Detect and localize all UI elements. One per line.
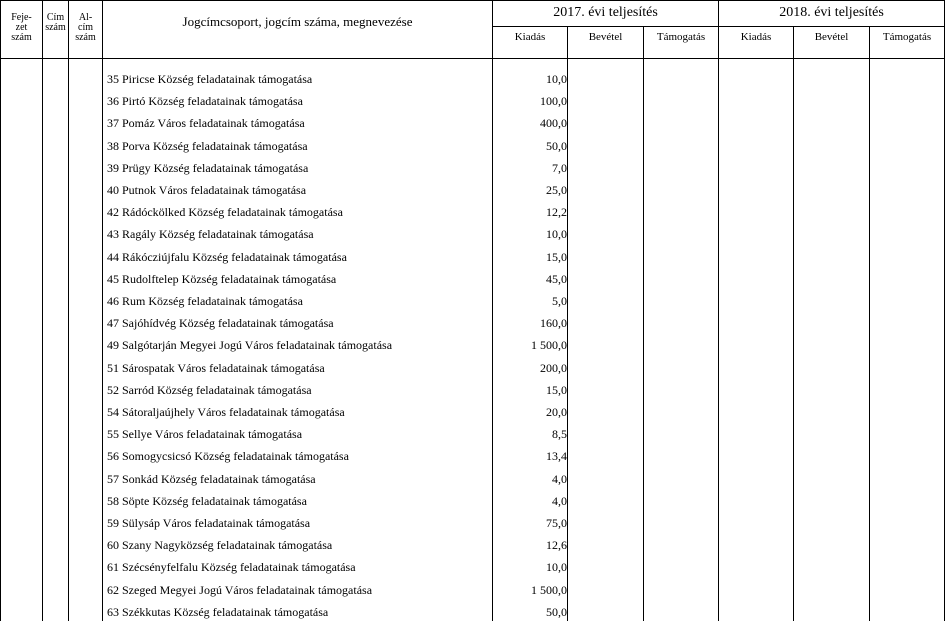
row-kiadas-2017: 200,0: [540, 360, 567, 375]
header-alcim-line2: cím: [78, 22, 93, 33]
row-jogcim-name: 40 Putnok Város feladatainak támogatása: [107, 183, 307, 197]
table-row: [0, 136, 945, 158]
row-kiadas-2017: 4,0: [552, 471, 567, 486]
row-kiadas-2017: 50,0: [546, 604, 567, 619]
row-jogcim-name: 39 Prügy Község feladatainak támogatása: [107, 160, 309, 175]
row-jogcim-name: 61 Szécsényfelfalu Község feladatainak támogatása: [107, 560, 356, 575]
row-jogcim-name: 49 Salgótarján Megyei Jogú Város feladatainak támogatása: [107, 338, 393, 353]
row-jogcim-name: 55 Sellye Város feladatainak támogatása: [107, 427, 303, 442]
table-row: [0, 491, 945, 513]
row-kiadas-2017: 1 500,0: [531, 338, 567, 353]
table-row: [0, 424, 945, 446]
header-tamogatas-2018: Támogatás: [882, 31, 932, 43]
row-kiadas-2017: 20,0: [546, 405, 567, 419]
header-fejezet-line3: szám: [11, 32, 32, 43]
row-jogcim-name: 38 Porva Község feladatainak támogatása: [107, 138, 308, 153]
row-jogcim-name: 37 Pomáz Város feladatainak támogatása: [107, 116, 305, 131]
row-jogcim-name: 45 Rudolftelep Község feladatainak támogatása: [107, 271, 337, 286]
row-kiadas-2017: 15,0: [546, 382, 567, 397]
header-year-2018: 2018. évi teljesítés: [779, 5, 884, 20]
row-kiadas-2017: 50,0: [546, 138, 567, 153]
table-row: [0, 557, 945, 579]
row-kiadas-2017: 1 500,0: [531, 582, 567, 597]
row-jogcim-name: 54 Sátoraljaújhely Város feladatainak támogatása: [107, 405, 345, 419]
header-kiadas-2018: Kiadás: [740, 31, 772, 43]
table-row: [0, 91, 945, 113]
row-jogcim-name: 51 Sárospatak Város feladatainak támogatása: [107, 360, 325, 375]
header-cim-line1: Cím: [46, 12, 65, 23]
header-alcim-szam: [69, 13, 102, 43]
row-jogcim-name: 36 Pirtó Község feladatainak támogatása: [107, 94, 303, 109]
row-kiadas-2017: 10,0: [546, 560, 567, 575]
row-jogcim-name: 43 Ragály Község feladatainak támogatása: [107, 227, 314, 242]
row-kiadas-2017: 12,6: [546, 538, 567, 553]
header-bevetel-2017: Bevétel: [588, 31, 623, 43]
header-top-border: [0, 0, 945, 1]
row-jogcim-name: 47 Sajóhídvég Község feladatainak támogatása: [107, 316, 334, 331]
header-alcim-line1: Al-: [78, 12, 93, 23]
row-kiadas-2017: 4,0: [552, 493, 567, 508]
row-jogcim-name: 42 Rádóckölked Község feladatainak támogatása: [107, 205, 343, 220]
row-jogcim-name: 63 Székkutas Község feladatainak támogatása: [107, 604, 329, 619]
row-kiadas-2017: 15,0: [546, 249, 567, 264]
header-cim-line2: szám: [45, 22, 66, 33]
table-row: [0, 313, 945, 335]
header-year-2017: 2017. évi teljesítés: [553, 5, 658, 20]
table-row: [0, 535, 945, 557]
row-jogcim-name: 44 Rákócziújfalu Község feladatainak támogatása: [107, 249, 347, 264]
row-jogcim-name: 59 Sülysáp Város feladatainak támogatása: [107, 516, 311, 530]
row-kiadas-2017: 45,0: [546, 271, 567, 286]
header-cim-szam: [43, 13, 68, 33]
row-jogcim-name: 60 Szany Nagyközség feladatainak támogatása: [107, 538, 333, 553]
table-row: [0, 202, 945, 224]
table-row: [0, 513, 945, 535]
row-kiadas-2017: 12,2: [546, 205, 567, 220]
row-kiadas-2017: 400,0: [540, 116, 567, 131]
table-row: [0, 602, 945, 624]
table-row: [0, 269, 945, 291]
table-row: [0, 224, 945, 246]
table-row: [0, 158, 945, 180]
row-kiadas-2017: 10,0: [546, 72, 567, 86]
row-kiadas-2017: 160,0: [540, 316, 567, 331]
header-fejezet-szam: [1, 13, 42, 43]
table-row: [0, 358, 945, 380]
header-alcim-line3: szám: [75, 32, 96, 43]
row-kiadas-2017: 5,0: [552, 294, 567, 308]
table-row: [0, 469, 945, 491]
row-jogcim-name: 62 Szeged Megyei Jogú Város feladatainak támogatása: [107, 582, 373, 597]
row-kiadas-2017: 100,0: [540, 94, 567, 109]
header-fejezet-line2: zet: [15, 22, 28, 33]
table-row: [0, 180, 945, 202]
row-kiadas-2017: 75,0: [546, 516, 567, 530]
table-row: [0, 247, 945, 269]
header-jogcim-title: Jogcímcsoport, jogcím száma, megnevezése: [182, 14, 413, 29]
table-row: [0, 580, 945, 602]
header-tamogatas-2017: Támogatás: [656, 31, 706, 43]
row-jogcim-name: 46 Rum Község feladatainak támogatása: [107, 294, 303, 308]
row-kiadas-2017: 25,0: [546, 183, 567, 197]
header-fejezet-line1: Feje-: [11, 12, 32, 23]
table-row: [0, 113, 945, 135]
header-bevetel-2018: Bevétel: [814, 31, 849, 43]
table-row: [0, 446, 945, 468]
header-kiadas-2017: Kiadás: [514, 31, 546, 43]
row-jogcim-name: 57 Sonkád Község feladatainak támogatása: [107, 471, 316, 486]
header-bottom-border: [0, 58, 945, 59]
row-jogcim-name: 56 Somogycsicsó Község feladatainak támogatása: [107, 449, 349, 464]
row-kiadas-2017: 8,5: [552, 427, 567, 442]
table-row: [0, 380, 945, 402]
row-jogcim-name: 35 Piricse Község feladatainak támogatása: [107, 72, 313, 86]
row-kiadas-2017: 10,0: [546, 227, 567, 242]
table-row: [0, 402, 945, 424]
row-jogcim-name: 58 Söpte Község feladatainak támogatása: [107, 493, 307, 508]
row-kiadas-2017: 7,0: [552, 160, 567, 175]
table-row: [0, 69, 945, 91]
table-row: [0, 335, 945, 357]
row-kiadas-2017: 13,4: [546, 449, 567, 464]
row-jogcim-name: 52 Sarród Község feladatainak támogatása: [107, 382, 312, 397]
table-row: [0, 291, 945, 313]
